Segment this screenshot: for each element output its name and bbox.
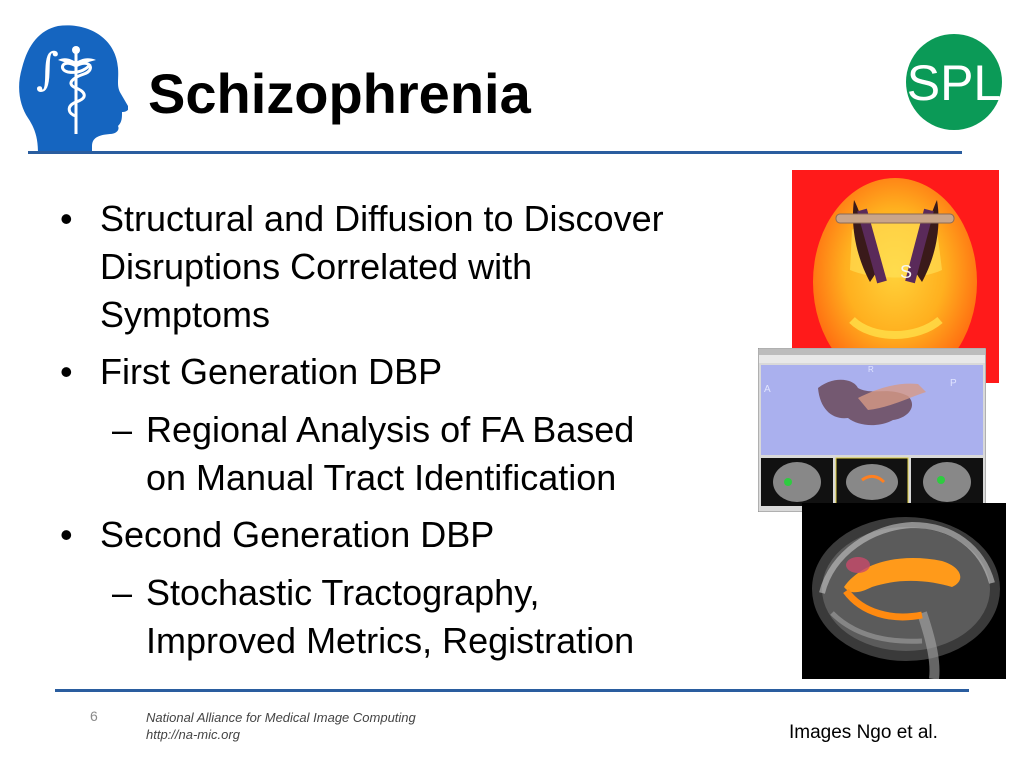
footer-divider <box>55 689 969 692</box>
image-credit: Images Ngo et al. <box>789 722 938 743</box>
spl-logo-text: SPL <box>906 55 1002 111</box>
sub-bullet-glyph: – <box>112 409 133 450</box>
axial-label-s: S <box>900 262 913 282</box>
footer-organization <box>146 709 416 743</box>
page-number: 6 <box>90 708 98 724</box>
bullet-line: Structural and Diffusion to Discover <box>100 198 664 239</box>
bullet-line: Stochastic Tractography, <box>146 572 540 613</box>
view-label-r: R <box>868 365 874 374</box>
footer-org-url: http://na-mic.org <box>146 727 240 742</box>
integral-glyph: ∫ <box>36 44 59 95</box>
bullet-line: First Generation DBP <box>100 351 443 392</box>
bullet-line: on Manual Tract Identification <box>146 457 617 498</box>
bullet-line: Second Generation DBP <box>100 514 495 555</box>
spl-logo <box>900 34 1008 130</box>
footer-org-name: National Alliance for Medical Image Computing <box>146 710 416 725</box>
slicer-screenshot-image <box>758 348 986 512</box>
sagittal-tractography-image <box>802 503 1006 679</box>
title-divider <box>28 151 962 154</box>
slide-title: Schizophrenia <box>148 62 531 125</box>
bullet-line: Improved Metrics, Registration <box>146 620 635 661</box>
bullet-line: Regional Analysis of FA Based <box>146 409 635 450</box>
bullet-glyph: • <box>60 198 73 239</box>
sub-bullet-glyph: – <box>112 572 133 613</box>
bullet-line: Symptoms <box>100 294 271 335</box>
view-label-a: A <box>764 384 771 395</box>
bullet-glyph: • <box>60 351 73 392</box>
bullet-line: Disruptions Correlated with <box>100 246 533 287</box>
view-label-p: P <box>950 378 957 389</box>
bullet-glyph: • <box>60 514 73 555</box>
namic-head-logo <box>18 22 128 154</box>
